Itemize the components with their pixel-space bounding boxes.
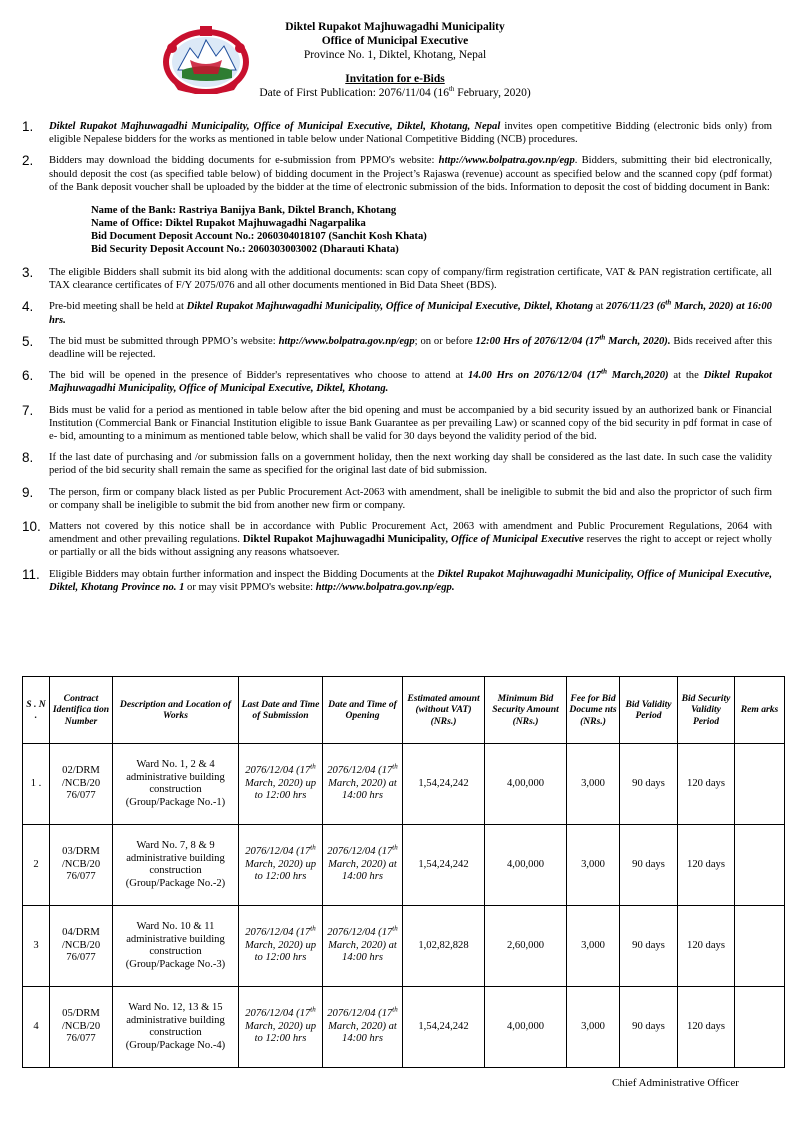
table-row: 3 04/DRM /NCB/20 76/077 Ward No. 10 & 11 administrative building construction (Group/Package No.-3) 2076/12/04 (17th March, 2020) up to 12:00 hrs 2076/12/04 (17th March, 2020) at 14:00 hrs 1,02,82,828 2,60,000 3,000 90 days 120 days bbox=[23, 906, 785, 987]
notice-clauses bbox=[22, 120, 772, 602]
clause-7: 7. Bids must be valid for a period as mentioned in table below after the bid opening and must be accompanied by a bid security issued by an authorized bank or Financial Institution (Commercial Bank or Financial Institution eligible to issue Bank Guarantee as per prevailing Law) or scanned copy of the bid security in pdf format in case of e- bid, amounting to a minimum as mentioned table below, which shall be valid for 30 days beyond the validity period of the bid. bbox=[22, 402, 772, 443]
letterhead bbox=[225, 20, 565, 100]
col-remarks: Rem arks bbox=[735, 677, 785, 744]
ppmo-link[interactable]: http://www.bolpatra.gov.np/egp bbox=[438, 155, 575, 167]
col-opening: Date and Time of Opening bbox=[323, 677, 403, 744]
col-bid-security: Minimum Bid Security Amount (NRs.) bbox=[485, 677, 567, 744]
table-row: 4 05/DRM /NCB/20 76/077 Ward No. 12, 13 & 15 administrative building construction (Group/Package No.-4) 2076/12/04 (17th March, 2020) up to 12:00 hrs 2076/12/04 (17th March, 2020) at 14:00 hrs 1,54,24,242 4,00,000 3,000 90 days 120 days bbox=[23, 987, 785, 1068]
table-row: 2 03/DRM /NCB/20 76/077 Ward No. 7, 8 & 9 administrative building construction (Group/Package No.-2) 2076/12/04 (17th March, 2020) up to 12:00 hrs 2076/12/04 (17th March, 2020) at 14:00 hrs 1,54,24,242 4,00,000 3,000 90 days 120 days bbox=[23, 825, 785, 906]
publication-date: Date of First Publication: 2076/11/04 (16th February, 2020) bbox=[259, 85, 531, 99]
col-estimated: Estimated amount (without VAT) (NRs.) bbox=[403, 677, 485, 744]
clause-6: 6. The bid will be opened in the presence of Bidder's representatives who choose to attend at 14.00 Hrs on 2076/12/04 (17th March,2020) at the Diktel Rupakot Majhuwagadhi Municipality, Office of Municipal Executive, Diktel, Khotang. bbox=[22, 367, 772, 395]
col-fee: Fee for Bid Docume nts (NRs.) bbox=[567, 677, 620, 744]
ppmo-link[interactable]: http://www.bolpatra.gov.np/egp bbox=[278, 335, 415, 347]
col-sn: S . N . bbox=[23, 677, 50, 744]
table-row: 1 . 02/DRM /NCB/20 76/077 Ward No. 1, 2 & 4 administrative building construction (Group/Package No.-1) 2076/12/04 (17th March, 2020) up to 12:00 hrs 2076/12/04 (17th March, 2020) at 14:00 hrs 1,54,24,242 4,00,000 3,000 90 days 120 days bbox=[23, 744, 785, 825]
col-contract: Contract Identifica tion Number bbox=[50, 677, 113, 744]
clause-number: 9. bbox=[22, 484, 34, 500]
clause-5: 5. The bid must be submitted through PPMO’s website: http://www.bolpatra.gov.np/egp; on or before 12:00 Hrs of 2076/12/04 (17th March, 2020). Bids received after this deadline will be rejected. bbox=[22, 333, 772, 361]
clause-number: 6. bbox=[22, 368, 34, 384]
clause-4: 4. Pre-bid meeting shall be held at Diktel Rupakot Majhuwagadhi Municipality, Office of Municipal Executive, Diktel, Khotang at 2076/11/23 (6th March, 2020) at 16:00 hrs. bbox=[22, 298, 772, 326]
clause-number: 10. bbox=[22, 519, 41, 535]
clause-number: 4. bbox=[22, 299, 34, 315]
signatory-title: Chief Administrative Officer bbox=[612, 1077, 739, 1089]
notice-title: Invitation for e-Bids bbox=[345, 73, 445, 85]
municipality-name: Diktel Rupakot Majhuwagadhi Municipality bbox=[285, 21, 505, 33]
table-header-row bbox=[23, 677, 785, 744]
office-address: Province No. 1, Diktel, Khotang, Nepal bbox=[303, 49, 487, 61]
ppmo-link[interactable]: http://www.bolpatra.gov.np/egp. bbox=[315, 581, 455, 593]
bank-details: Name of the Bank: Rastriya Banijya Bank, Diktel Branch, Khotang Name of Office: Diktel Rupakot Majhuwagadhi Nagarpalika Bid Document Deposit Account No.: 2060304018107 (Sanchit Kosh Khata) Bid Security Deposit Account No.: 2060303003002 (Dharauti Khata) bbox=[91, 205, 427, 256]
col-description: Description and Location of Works bbox=[113, 677, 239, 744]
clause-number: 3. bbox=[22, 265, 34, 281]
clause-number: 1. bbox=[22, 119, 34, 134]
clause-11: 11. Eligible Bidders may obtain further information and inspect the Bidding Documents at the Diktel Rupakot Majhuwagadhi Municipality, Office of Municipal Executive, Diktel, Khotang Province no. 1 or may visit PPMO's website: http://www.bolpatra.gov.np/egp. bbox=[22, 566, 772, 593]
clause-number: 2. bbox=[22, 153, 34, 169]
col-last-date: Last Date and Time of Submission bbox=[239, 677, 323, 744]
works-table bbox=[22, 676, 785, 1068]
clause-number: 8. bbox=[22, 450, 34, 466]
clause-8: 8. If the last date of purchasing and /or submission falls on a government holiday, then the next working day shall be considered as the last date. In such case the validity period of the bid security shall remain the same as specified for the original last date of bid submission. bbox=[22, 450, 772, 477]
office-name: Office of Municipal Executive bbox=[321, 35, 469, 47]
clause-number: 11. bbox=[22, 566, 40, 582]
clause-10: 10. Matters not covered by this notice shall be in accordance with Public Procurement Act, 2063 with amendment and Public Procurement Regulations, 2064 with amendment and other prevailing regulations. Diktel Rupakot Majhuwagadhi Municipality, Office of Municipal Executive reserves the right to accept or reject wholly or partially or all the bids without assigning any reasons whatsoever. bbox=[22, 519, 772, 559]
clause-1: 1. Diktel Rupakot Majhuwagadhi Municipality, Office of Municipal Executive, Diktel, Khotang, Nepal invites open competitive Bidding (electronic bids only) from eligible Nepalese bidders for the works as mentioned in table below under National Competitive Bidding (NCB) procedures. bbox=[22, 119, 772, 146]
clause-2: 2. Bidders may download the bidding documents for e-submission from PPMO's website: http://www.bolpatra.gov.np/egp. Bidders, submitting their bid electronically, should deposit the cost (as specified table below) of bidding document in the Project’s Rajaswa (revenue) account as specified below and the scanned copy (pdf format) of the Bank deposit voucher shall be uploaded by the bidder at the time of electronic submission of the bids. Information to deposit the cost of bidding document in Bank: Name of the Bank: Rastriya Banijya Bank, Diktel Branch, Khotang Name of Office: Diktel Rupakot Majhuwagadhi Nagarpalika Bid Document Deposit Account No.: 2060304018107 (Sanchit Kosh Khata) Bid Security Deposit Account No.: 2060303003002 (Dharauti Khata) bbox=[22, 154, 772, 258]
clause-number: 7. bbox=[22, 402, 34, 418]
col-security-validity: Bid Security Validity Period bbox=[678, 677, 735, 744]
clause-9: 9. The person, firm or company black listed as per Public Procurement Act-2063 with amendment, shall be ineligible to submit the bid and also the proprictor of such firm or company shall be ineligible to submit the bid from another new firm or company. bbox=[22, 484, 772, 511]
clause-number: 5. bbox=[22, 333, 34, 349]
clause-3: 3. The eligible Bidders shall submit its bid along with the additional documents: scan copy of company/firm registration certificate, VAT & PAN registration certificate, all TAX clearance certificates of F/Y 2075/076 and all other documents mentioned in Bid Data Sheet (BDS). bbox=[22, 265, 772, 292]
col-validity: Bid Validity Period bbox=[620, 677, 678, 744]
